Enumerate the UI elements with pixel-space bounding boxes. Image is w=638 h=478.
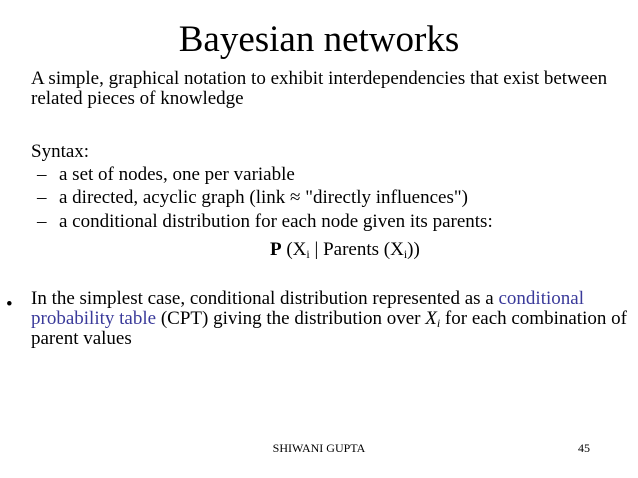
cpt-variable: X xyxy=(425,308,437,329)
dash-marker: – xyxy=(37,164,47,185)
syntax-item-text: a directed, acyclic graph (link ≈ "directly influences") xyxy=(59,187,468,208)
syntax-item-text: a set of nodes, one per variable xyxy=(59,164,295,185)
syntax-label: Syntax: xyxy=(31,141,90,162)
conditional-formula xyxy=(270,239,420,261)
syntax-item-nodes xyxy=(37,164,295,186)
formula-close: )) xyxy=(407,239,420,260)
formula-p: P xyxy=(270,239,282,260)
formula-sub-i: i xyxy=(306,247,310,261)
syntax-item-text: a conditional distribution for each node given its parents: xyxy=(59,211,493,232)
bullet-icon: • xyxy=(6,294,13,315)
cpt-before: In the simplest case, conditional distribution represented as a xyxy=(31,288,499,309)
cpt-paragraph xyxy=(31,289,631,349)
footer-page-number: 45 xyxy=(578,441,590,455)
cpt-after: for each combination of parent values xyxy=(31,308,627,349)
formula-sub-i-2: i xyxy=(403,247,408,261)
dash-marker: – xyxy=(37,211,47,232)
cpt-term-link: conditional probability table xyxy=(31,288,584,329)
cpt-middle: (CPT) giving the distribution over xyxy=(156,308,426,329)
dash-marker: – xyxy=(37,187,47,208)
footer-author: SHIWANI GUPTA xyxy=(272,441,366,455)
formula-open: (X xyxy=(281,239,307,260)
intro-text: A simple, graphical notation to exhibit interdependencies that exist between related pieces of knowledge xyxy=(31,68,608,109)
syntax-item-distribution xyxy=(37,211,493,233)
syntax-item-graph xyxy=(37,187,468,209)
slide-title: Bayesian networks xyxy=(178,19,460,60)
formula-middle: | Parents (X xyxy=(309,239,404,260)
cpt-variable-sub-text: i xyxy=(436,316,441,330)
